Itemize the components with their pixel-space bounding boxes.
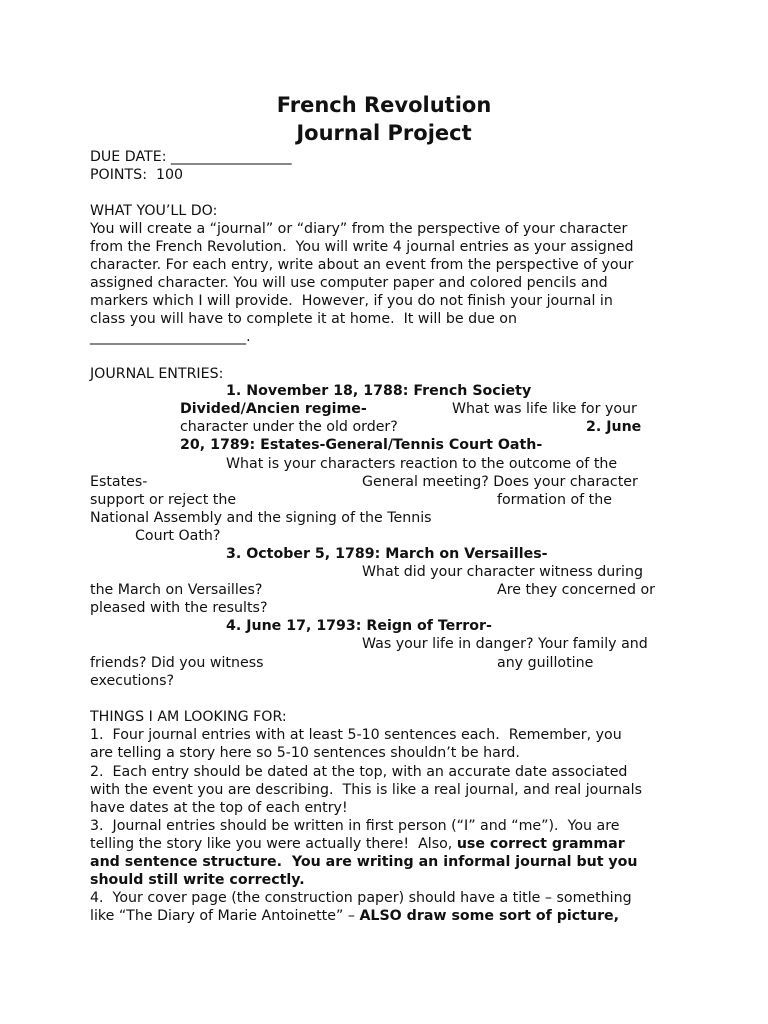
criteria-line: with the event you are describing. This is like a real journal, and real journals [90,782,642,798]
paragraph-line: markers which I will provide. However, if you do not finish your journal in [90,293,613,309]
criteria-line: 3. Journal entries should be written in first person (“I” and “me”). You are [90,818,620,834]
paragraph-line: assigned character. You will use computer paper and colored pencils and [90,275,608,291]
criteria-line: 1. Four journal entries with at least 5-10 sentences each. Remember, you [90,727,622,743]
points: POINTS: 100 [90,167,184,183]
entry-2-prompt: What is your characters reaction to the outcome of the [226,456,618,472]
paragraph-line: character. For each entry, write about an event from the perspective of your [90,257,634,273]
entry-3-title: 3. October 5, 1789: March on Versailles- [226,546,548,562]
journal-entries-heading: JOURNAL ENTRIES: [90,366,224,382]
criteria-line: are telling a story here so 5-10 sentences shouldn’t be hard. [90,745,520,761]
looking-for-heading: THINGS I AM LOOKING FOR: [90,709,287,725]
entry-3-prompt-cont: pleased with the results? [90,600,268,616]
entry-1-title: 1. November 18, 1788: French Society [226,383,532,399]
criteria-line: 2. Each entry should be dated at the top, with an accurate date associated [90,764,628,780]
criteria-text: like “The Diary of Marie Antoinette” – [90,908,360,924]
entry-1-title-cont: Divided/Ancien regime- [180,401,367,417]
entry-1-prompt: What was life like for your [452,401,637,417]
entry-4-prompt-cont: executions? [90,673,175,689]
entry-3-prompt: What did your character witness during [362,564,643,580]
entry-3-prompt-cont: the March on Versailles? [90,582,263,598]
criteria-line: 4. Your cover page (the construction paper) should have a title – something [90,890,632,906]
what-you-will-do-heading: WHAT YOU’LL DO: [90,203,218,219]
criteria-emphasis-line: and sentence structure. You are writing an informal journal but you [90,854,638,870]
entry-2-prompt-cont: National Assembly and the signing of the Tennis [90,510,432,526]
entry-4-title: 4. June 17, 1793: Reign of Terror- [226,618,492,634]
entry-3-prompt-cont: Are they concerned or [497,582,655,598]
entry-2-prompt-cont: support or reject the [90,492,237,508]
entry-4-prompt-cont: friends? Did you witness [90,655,264,671]
paragraph-line: class you will have to complete it at home. It will be due on [90,311,517,327]
criteria-emphasis: use correct grammar [456,836,625,852]
criteria-text: telling the story like you were actually there! Also, [90,836,457,852]
criteria-line: have dates at the top of each entry! [90,800,348,816]
criteria-line [90,835,625,853]
criteria-emphasis-line: should still write correctly. [90,872,305,888]
criteria-line [90,907,619,925]
due-date: DUE DATE: _________________ [90,149,292,165]
entry-2-title: 2. June [586,419,642,435]
entry-2-prompt-cont: General meeting? Does your character [362,474,638,490]
entry-4-prompt-cont: any guillotine [497,655,594,671]
entry-2-prompt-cont: Estates- [90,474,148,490]
due-blank-line: ______________________. [90,329,251,345]
entry-2-title-cont: 20, 1789: Estates-General/Tennis Court Oath- [180,437,543,453]
entry-2-prompt-cont: formation of the [497,492,612,508]
entry-2-prompt-cont: Court Oath? [135,528,221,544]
entry-4-prompt: Was your life in danger? Your family and [362,636,648,652]
criteria-emphasis: ALSO draw some sort of picture, [359,908,620,924]
title-line-1: French Revolution [276,93,492,117]
entry-1-prompt-cont: character under the old order? [180,419,398,435]
paragraph-line: You will create a “journal” or “diary” from the perspective of your character [90,221,628,237]
title-line-2: Journal Project [296,121,472,145]
paragraph-line: from the French Revolution. You will write 4 journal entries as your assigned [90,239,634,255]
